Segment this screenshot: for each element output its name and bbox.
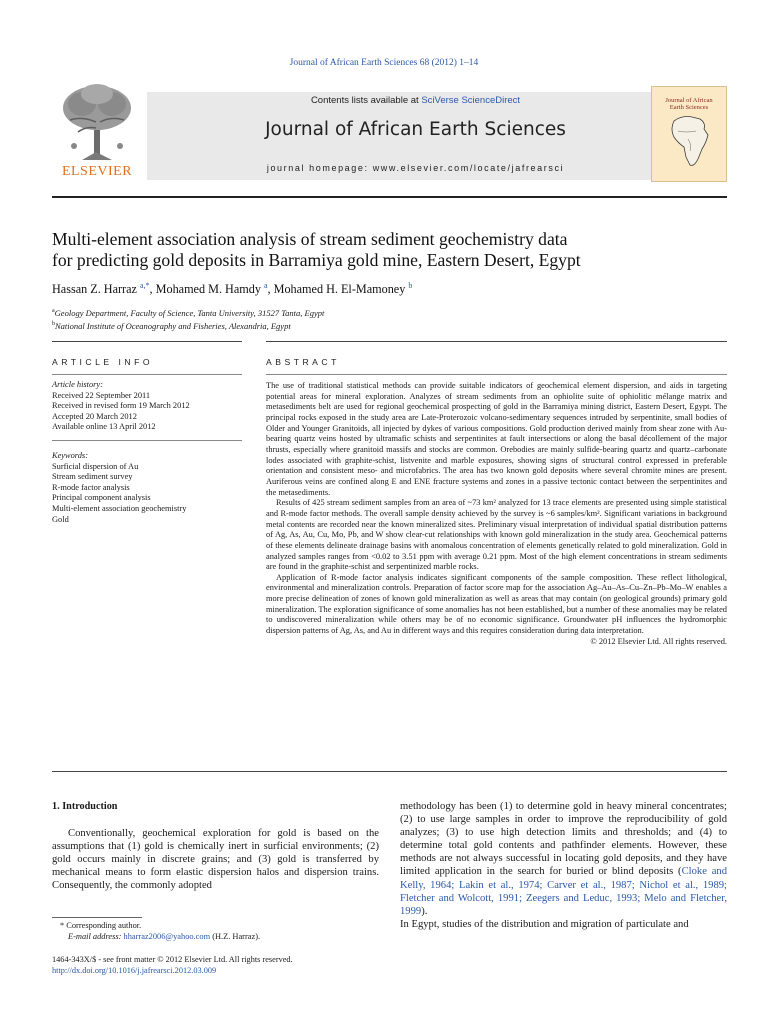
section-heading-introduction: 1. Introduction [52, 801, 118, 812]
author-affiliation-marker[interactable]: a [263, 281, 268, 290]
body-text: ). [421, 905, 428, 917]
abstract-paragraph: Results of 425 stream sediment samples from an area of ~73 km² analyzed for 13 trace elements are presented using simple statistical and R-mode factor methods. The overall sample density achieved by the survey is ~6 samples/km². Significant variations in background metal contents are recorded near the known mineralized sites. Preliminary visual interpretation of individual spatial distribution patterns of Ag, As, Au, Cu, Mo, Pb, and W show clear-cut relationships with known gold mineralization in the study area. Geochemical patterns of these elements delineate drainage basins with anomalous concentration of elements genetically related to gold mineralization. Gold in analyzed samples ranges from <0.02 to 3.51 ppm with average 0.21 ppm. Most of the high element concentrations in stream sediments are found in the graphite-schist and serpentinized marble rocks. [266, 498, 727, 572]
abstract-body [266, 381, 727, 647]
author-separator: , [149, 282, 156, 297]
affiliation-text: National Institute of Oceanography and Fisheries, Alexandria, Egypt [55, 320, 291, 331]
header-divider [52, 196, 727, 198]
keyword-item: Stream sediment survey [52, 472, 133, 482]
journal-homepage[interactable]: journal homepage: www.elsevier.com/locate/jafrearsci [266, 163, 565, 173]
article-title-line-2: for predicting gold deposits in Barramiya gold mine, Eastern Desert, Egypt [52, 250, 581, 270]
abstract-paragraph: The use of traditional statistical methods can provide suitable indicators of geochemical element dispersion, and aids in targeting potential areas for mineral exploration. Analyzes of stream sediments from an ophiolite suite of ophiolitic mélange matrix and metasediments belt are used for regional geochemical prospecting of gold in the Barramiya mining district, Eastern Desert, Egypt. The principal rocks exposed in the study area are Late-Proterozoic volcano-sedimentary sequences intruded by serpentinite, small bodies of Older and Younger Granitoids, all injected by dykes of various compositions. Gold production derived mainly from shear zone with Au-bearing quartz veins hosted by ultramafic schists and serpentinites at fault intersections or along the basal décollement of the major thrusts, especially where granitoid massifs and stocks are common. Orebodies are mainly sulfide-bearing quartz and quartz–carbonate lodes associated with graphite-schist, listvenite and marble exposures, showing signs of structural control expressed in preferable orientation and consistent meso- and microfabrics. The area has two known gold deposits where several chromite mines are present. Auriferous veins are confined along E and ENE fracture systems and zones in a passive tectonic contact between the serpentinites and the metasediments. [266, 381, 727, 497]
body-text: methodology has been (1) to determine gold in heavy mineral concentrates; (2) to use large samples in order to improve the reproducibility of gold analyzes; (3) to use high detection limits and thresholds; and (4) to determine total gold contents and pathfinder elements. However, these methods are not always successful in locating gold deposits, and they have limited application in the search for buried or blind deposits ( [400, 801, 727, 878]
keyword-item: Surficial dispersion of Au [52, 461, 139, 471]
contents-prefix: Contents lists available at [310, 95, 422, 106]
copyright-notice: © 2012 Elsevier Ltd. All rights reserved. [590, 636, 727, 646]
abstract-divider [266, 374, 727, 375]
keyword-item: Gold [52, 514, 69, 524]
contents-line [147, 95, 684, 106]
email-label: E-mail address: [68, 931, 122, 941]
journal-masthead [52, 82, 727, 187]
author-name[interactable]: Mohamed H. El-Mamoney [273, 282, 406, 297]
doi-link[interactable]: http://dx.doi.org/10.1016/j.jafrearsci.2012.03.009 [52, 965, 217, 975]
author-separator: , [267, 282, 274, 297]
cover-title-line-2: Earth Sciences [669, 104, 709, 111]
article-title-line-1: Multi-element association analysis of stream sediment geochemistry data [52, 229, 568, 249]
abstract-rule-top [266, 341, 727, 342]
body-paragraph: In Egypt, studies of the distribution and migration of particulate and [400, 918, 689, 930]
affiliation-marker: b [52, 320, 55, 327]
affiliation-item [52, 319, 324, 332]
article-info-rule-top [52, 341, 242, 342]
author-list [52, 281, 412, 297]
abstract-paragraph: Application of R-mode factor analysis indicates significant components of the sample composition. These reflect lithological, environmental and mineralization controls. Preparation of factor score map for the association Ag–Au–As–Cu–Zn–Pb–Mo–W enables a more precise delineation of zones of known gold mineralization as well as areas that may contain (on geological grounds) primary gold mineralization. The exploration significance of some anomalies has not been established, but a number of these anomalies may be related to undiscovered mineralization while others may be of no economic significance. Groundwater pH influences the hydromorphic dispersion patterns of Ag, As, and Au in different ways and this requires consideration during data interpretation. [266, 572, 727, 636]
keywords-divider [52, 440, 242, 441]
abstract-rule-bottom [52, 771, 727, 772]
elsevier-tree-icon [52, 82, 142, 162]
africa-map-icon [652, 87, 726, 181]
history-item: Available online 13 April 2012 [52, 422, 156, 432]
body-paragraph: Conventionally, geochemical exploration for gold is based on the assumptions that (1) gold is chemically inert in surficial environments; (2) gold occurs mainly in discrete grains; and (3) gold is transferred by mechanical means to form elastic dispersion halos and dispersion trains. Consequently, the commonly adopted [52, 828, 379, 892]
affiliations [52, 306, 324, 332]
journal-banner [147, 92, 684, 180]
publication-meta [52, 955, 452, 976]
article-info-heading: ARTICLE INFO [52, 357, 154, 367]
keyword-item: Multi-element association geochemistry [52, 503, 187, 513]
history-label: Article history: [52, 380, 103, 389]
history-item: Received in revised form 19 March 2012 [52, 401, 190, 411]
article-info-divider [52, 374, 242, 375]
author-affiliation-marker[interactable]: b [408, 281, 413, 290]
elsevier-wordmark: ELSEVIER [61, 164, 133, 179]
corresponding-author-note: * Corresponding author. [60, 921, 142, 930]
article-title [52, 229, 732, 271]
elsevier-logo [52, 82, 142, 182]
footnote [52, 921, 382, 942]
journal-title: Journal of African Earth Sciences [265, 119, 566, 140]
author-name[interactable]: Mohamed M. Hamdy [155, 282, 261, 297]
article-history [52, 380, 247, 433]
citation-links[interactable]: Cloke and Kelly, 1964; Lakin et al., 1974; Carver et al., 1987; Nichol et al., 1989; Fletcher and Wolcott, 1991; Zeegers and Leduc, 1993; Melo and Fletcher, 1999 [400, 866, 727, 917]
affiliation-text: Geology Department, Faculty of Science, Tanta University, 31527 Tanta, Egypt [54, 307, 325, 318]
history-item: Accepted 20 March 2012 [52, 411, 137, 421]
cover-title-line-1: Journal of African [665, 97, 713, 104]
email-suffix: (H.Z. Harraz). [210, 931, 261, 941]
footnote-rule [52, 917, 142, 918]
issn-line: 1464-343X/$ - see front matter © 2012 Elsevier Ltd. All rights reserved. [52, 955, 293, 964]
affiliation-item [52, 306, 324, 319]
history-item: Received 22 September 2011 [52, 390, 151, 400]
author-name[interactable]: Hassan Z. Harraz [52, 282, 137, 297]
journal-cover-thumbnail [651, 86, 727, 182]
keywords [52, 451, 247, 525]
body-column-left [52, 800, 379, 893]
keyword-item: Principal component analysis [52, 493, 151, 503]
author-affiliation-marker[interactable]: a,* [139, 281, 150, 290]
email-link[interactable]: hharraz2006@yahoo.com [123, 931, 211, 941]
body-paragraph [400, 800, 727, 918]
keyword-item: R-mode factor analysis [52, 482, 130, 492]
keywords-label: Keywords: [52, 451, 88, 460]
body-column-right [400, 800, 727, 931]
abstract-heading: ABSTRACT [266, 357, 340, 367]
affiliation-marker: a [52, 308, 55, 314]
email-line [52, 932, 382, 943]
journal-reference[interactable]: Journal of African Earth Sciences 68 (2012) 1–14 [289, 58, 479, 68]
sciencedirect-link[interactable]: SciVerse ScienceDirect [421, 95, 521, 106]
